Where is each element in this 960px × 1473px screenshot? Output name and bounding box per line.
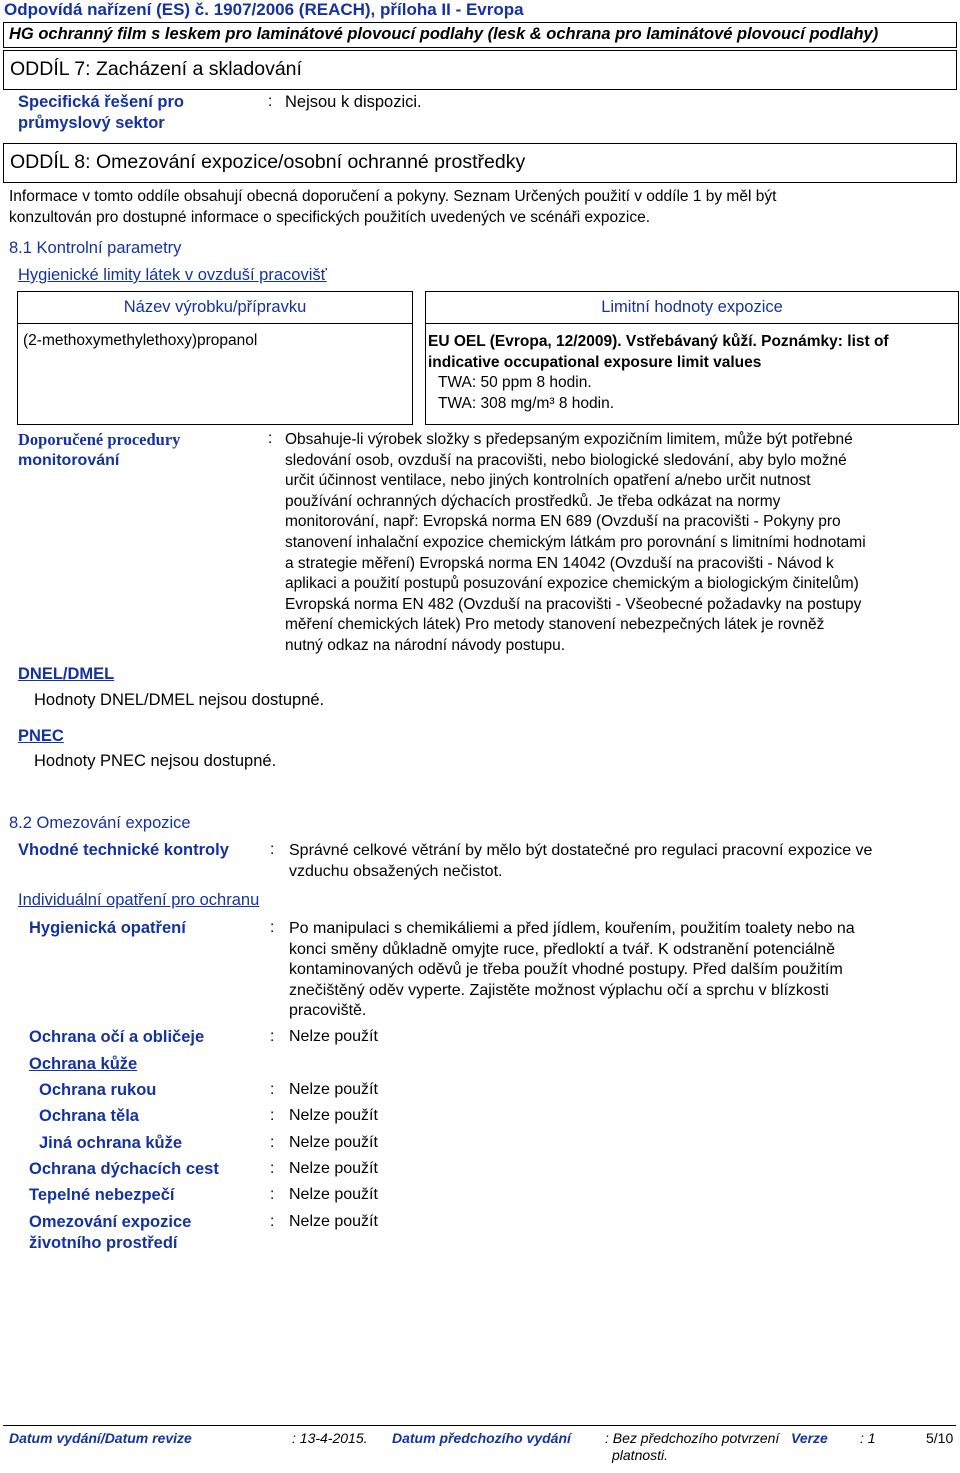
hygiene-text [289, 919, 954, 1022]
environmental-colon: : [270, 1213, 275, 1230]
table-row [18, 324, 959, 425]
hygiene-colon: : [270, 919, 275, 936]
hand-colon: : [270, 1081, 275, 1098]
footer-version-value: : 1 [860, 1430, 876, 1446]
monitoring-text-line: určit účinnost ventilace, nebo jiných kontrolních opatření a/nebo určit nutnost [285, 472, 811, 490]
monitoring-text-line: sledování osob, ovzduší na pracovišti, nebo biologické sledování, aby bylo možné [285, 451, 847, 469]
section8-intro: Informace v tomto oddíle obsahují obecná doporučení a pokyny. Seznam Určených použití v oddíle 1 by měl být konzultován pro dostupné informace o specifických použitích uvedených ve scénáři expozice. [9, 188, 777, 226]
industry-value: Nejsou k dispozici. [285, 93, 422, 111]
respiratory-protection-value: Nelze použít [289, 1160, 378, 1177]
regulation-header: Odpovídá nařízení (ES) č. 1907/2006 (REACH), příloha II - Evropa [4, 0, 524, 19]
engineering-controls-text: Správné celkové větrání by mělo být dostatečné pro regulaci pracovní expozice ve vzduchu obsažených nečistot. [289, 842, 873, 880]
environmental-exposure-value: Nelze použít [289, 1213, 378, 1230]
monitoring-text-line: aplikaci a použití postupů posuzování expozice chemickým a biologickým činitelům) [285, 575, 859, 593]
subsection-8-1: 8.1 Kontrolní parametry [9, 239, 182, 257]
table-header-product: Název výrobku/přípravku [18, 292, 413, 324]
other-skin-protection-value: Nelze použít [289, 1134, 378, 1151]
respiratory-protection-label: Ochrana dýchacích cest [29, 1160, 219, 1178]
monitoring-colon: : [268, 430, 273, 447]
footer-previous-value: : Bez předchozího potvrzení platnosti. [605, 1430, 780, 1463]
industry-label: Specifická řešení pro průmyslový sektor [18, 93, 184, 132]
respiratory-colon: : [270, 1160, 275, 1177]
industry-colon: : [268, 93, 273, 110]
monitoring-text-line: stanovení inhalační expozice chemickým látkám pro porovnání s limitními hodnotami [285, 533, 866, 551]
other-skin-colon: : [270, 1134, 275, 1151]
footer-issue-label: Datum vydání/Datum revize [9, 1430, 192, 1446]
body-protection-value: Nelze použít [289, 1107, 378, 1124]
skin-protection-heading: Ochrana kůže [29, 1055, 138, 1073]
engineering-controls-label: Vhodné technické kontroly [18, 841, 229, 859]
pnec-text: Hodnoty PNEC nejsou dostupné. [34, 752, 277, 770]
other-skin-protection-label: Jiná ochrana kůže [39, 1134, 183, 1152]
section7-title: ODDÍL 7: Zacházení a skladování [10, 58, 302, 80]
hygiene-text-line: znečištěný oděv vyperte. Zajistěte možnost výplachu očí a sprchu v blízkosti [289, 981, 829, 999]
thermal-colon: : [270, 1186, 275, 1203]
eye-protection-label: Ochrana očí a obličeje [29, 1028, 205, 1046]
limit-values: EU OEL (Evropa, 12/2009). Vstřebávaný kůží. Poznámky: list of indicative occupational exposure limit values TWA: 50 ppm 8 hodin. TWA: 308 mg/m³ 8 hodin. [428, 333, 889, 412]
hygiene-text-line: konci směny důkladně omyjte ruce, předloktí a tvář. K odstranění potenciálně [289, 940, 836, 958]
thermal-hazards-value: Nelze použít [289, 1186, 378, 1203]
monitoring-text-line: monitorování, např: Evropská norma EN 689 (Ovzduší na pracovišti - Pokyny pro [285, 513, 841, 531]
hygiene-label: Hygienická opatření [29, 919, 186, 937]
pnec-heading: PNEC [18, 727, 64, 745]
monitoring-text-line: Evropská norma EN 482 (Ovzduší na pracovišti - Všeobecné požadavky na postupy [285, 595, 862, 613]
section7-title-box [3, 50, 957, 90]
dnel-text: Hodnoty DNEL/DMEL nejsou dostupné. [34, 691, 325, 709]
monitoring-label: Doporučené procedury monitorování [18, 430, 181, 469]
individual-measures-heading: Individuální opatření pro ochranu [18, 891, 260, 909]
hand-protection-label: Ochrana rukou [39, 1081, 157, 1099]
hygiene-text-line: kontaminovaných oděvů je třeba použít vhodné postupy. Před dalším použitím [289, 961, 843, 979]
thermal-hazards-label: Tepelné nebezpečí [29, 1186, 175, 1204]
table-header-limits: Limitní hodnoty expozice [426, 292, 959, 324]
subsection-8-2: 8.2 Omezování expozice [9, 814, 191, 832]
footer-version-label: Verze [791, 1430, 828, 1446]
environmental-exposure-label: Omezování expozice životního prostředí [29, 1213, 192, 1252]
footer-previous-label: Datum předchozího vydání [392, 1430, 571, 1446]
engineering-colon: : [270, 841, 275, 858]
monitoring-text-line: a strategie měření) Evropská norma EN 14042 (Ovzduší na pracovišti - Návod k [285, 554, 834, 572]
body-protection-label: Ochrana těla [39, 1107, 139, 1125]
monitoring-text-line: Obsahuje-li výrobek složky s předepsaným expozičním limitem, může být potřebné [285, 431, 853, 448]
hygiene-text-line: pracoviště. [289, 1002, 367, 1020]
hand-protection-value: Nelze použít [289, 1081, 378, 1098]
product-title: HG ochranný film s leskem pro laminátové plovoucí podlahy (lesk & ochrana pro laminátové plovoucí podlahy) [9, 25, 879, 43]
exposure-limits-table [17, 291, 959, 425]
body-colon: : [270, 1107, 275, 1124]
section8-title: ODDÍL 8: Omezování expozice/osobní ochranné prostředky [10, 151, 526, 173]
substance-name: (2-methoxymethylethoxy)propanol [23, 332, 258, 349]
monitoring-text [285, 430, 955, 657]
product-title-box [3, 22, 957, 48]
monitoring-text-line: používání ochranných dýchacích prostředků. Je třeba odkázat na normy [285, 492, 781, 510]
footer-page-number: 5/10 [926, 1430, 954, 1446]
dnel-heading: DNEL/DMEL [18, 665, 115, 683]
eye-colon: : [270, 1028, 275, 1045]
footer-issue-value: : 13-4-2015. [292, 1430, 368, 1446]
eye-protection-value: Nelze použít [289, 1028, 378, 1045]
monitoring-text-line: nutný odkaz na národní návody postupu. [285, 636, 566, 654]
limits-heading: Hygienické limity látek v ovzduší pracovišť [18, 266, 327, 284]
footer-divider [3, 1425, 956, 1426]
hygiene-text-line: Po manipulaci s chemikáliemi a před jídlem, kouřením, použitím toalety nebo na [289, 920, 855, 937]
section8-title-box [3, 143, 957, 183]
monitoring-text-line: měření chemických látek) Pro metody stanovení nebezpečných látek je rovněž [285, 616, 825, 634]
